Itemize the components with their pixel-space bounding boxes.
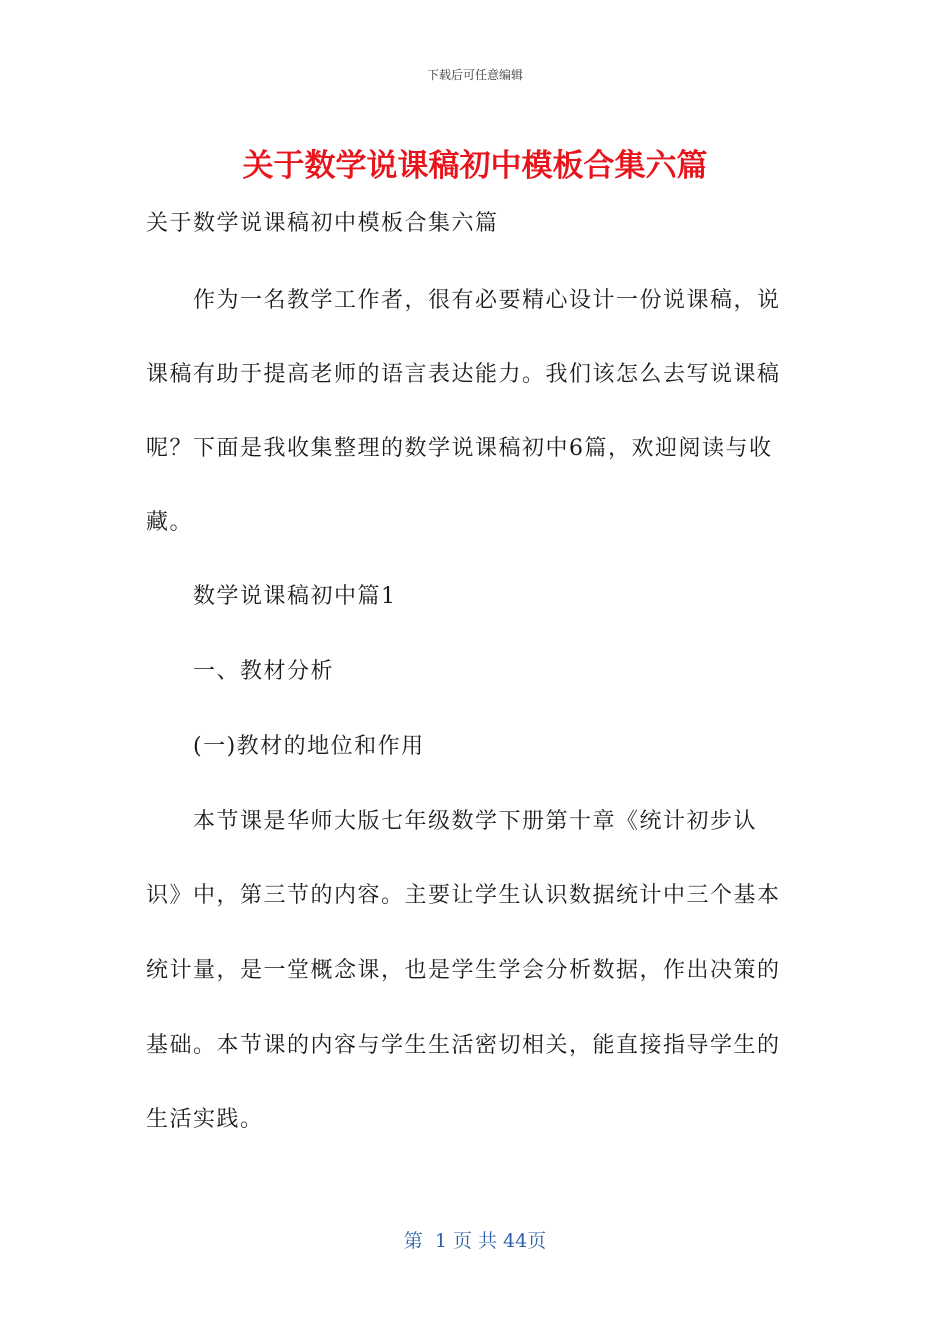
page-number-footer: 第 1 页 共 44页 xyxy=(403,1230,547,1252)
subsection-heading: (一)教材的地位和作用 xyxy=(193,734,425,759)
paragraph-line: 藏。 xyxy=(146,510,194,535)
document-title: 关于数学说课稿初中模板合集六篇 xyxy=(242,148,708,184)
paragraph-line: 基础。本节课的内容与学生生活密切相关，能直接指导学生的 xyxy=(146,1033,781,1058)
section-heading: 数学说课稿初中篇1 xyxy=(193,584,397,609)
paragraph-line: 作为一名教学工作者，很有必要精心设计一份说课稿，说 xyxy=(193,288,781,313)
paragraph-line: 识》中，第三节的内容。主要让学生认识数据统计中三个基本 xyxy=(146,883,781,908)
section-heading: 一、教材分析 xyxy=(193,659,335,684)
subtitle-line: 关于数学说课稿初中模板合集六篇 xyxy=(146,211,499,236)
paragraph-line: 本节课是华师大版七年级数学下册第十章《统计初步认 xyxy=(193,809,758,834)
paragraph-line: 统计量，是一堂概念课，也是学生学会分析数据，作出决策的 xyxy=(146,958,781,983)
header-note: 下载后可任意编辑 xyxy=(426,68,523,82)
paragraph-line: 呢？下面是我收集整理的数学说课稿初中6篇，欢迎阅读与收 xyxy=(146,436,773,461)
paragraph-line: 课稿有助于提高老师的语言表达能力。我们该怎么去写说课稿 xyxy=(146,362,781,387)
paragraph-line: 生活实践。 xyxy=(146,1107,264,1132)
